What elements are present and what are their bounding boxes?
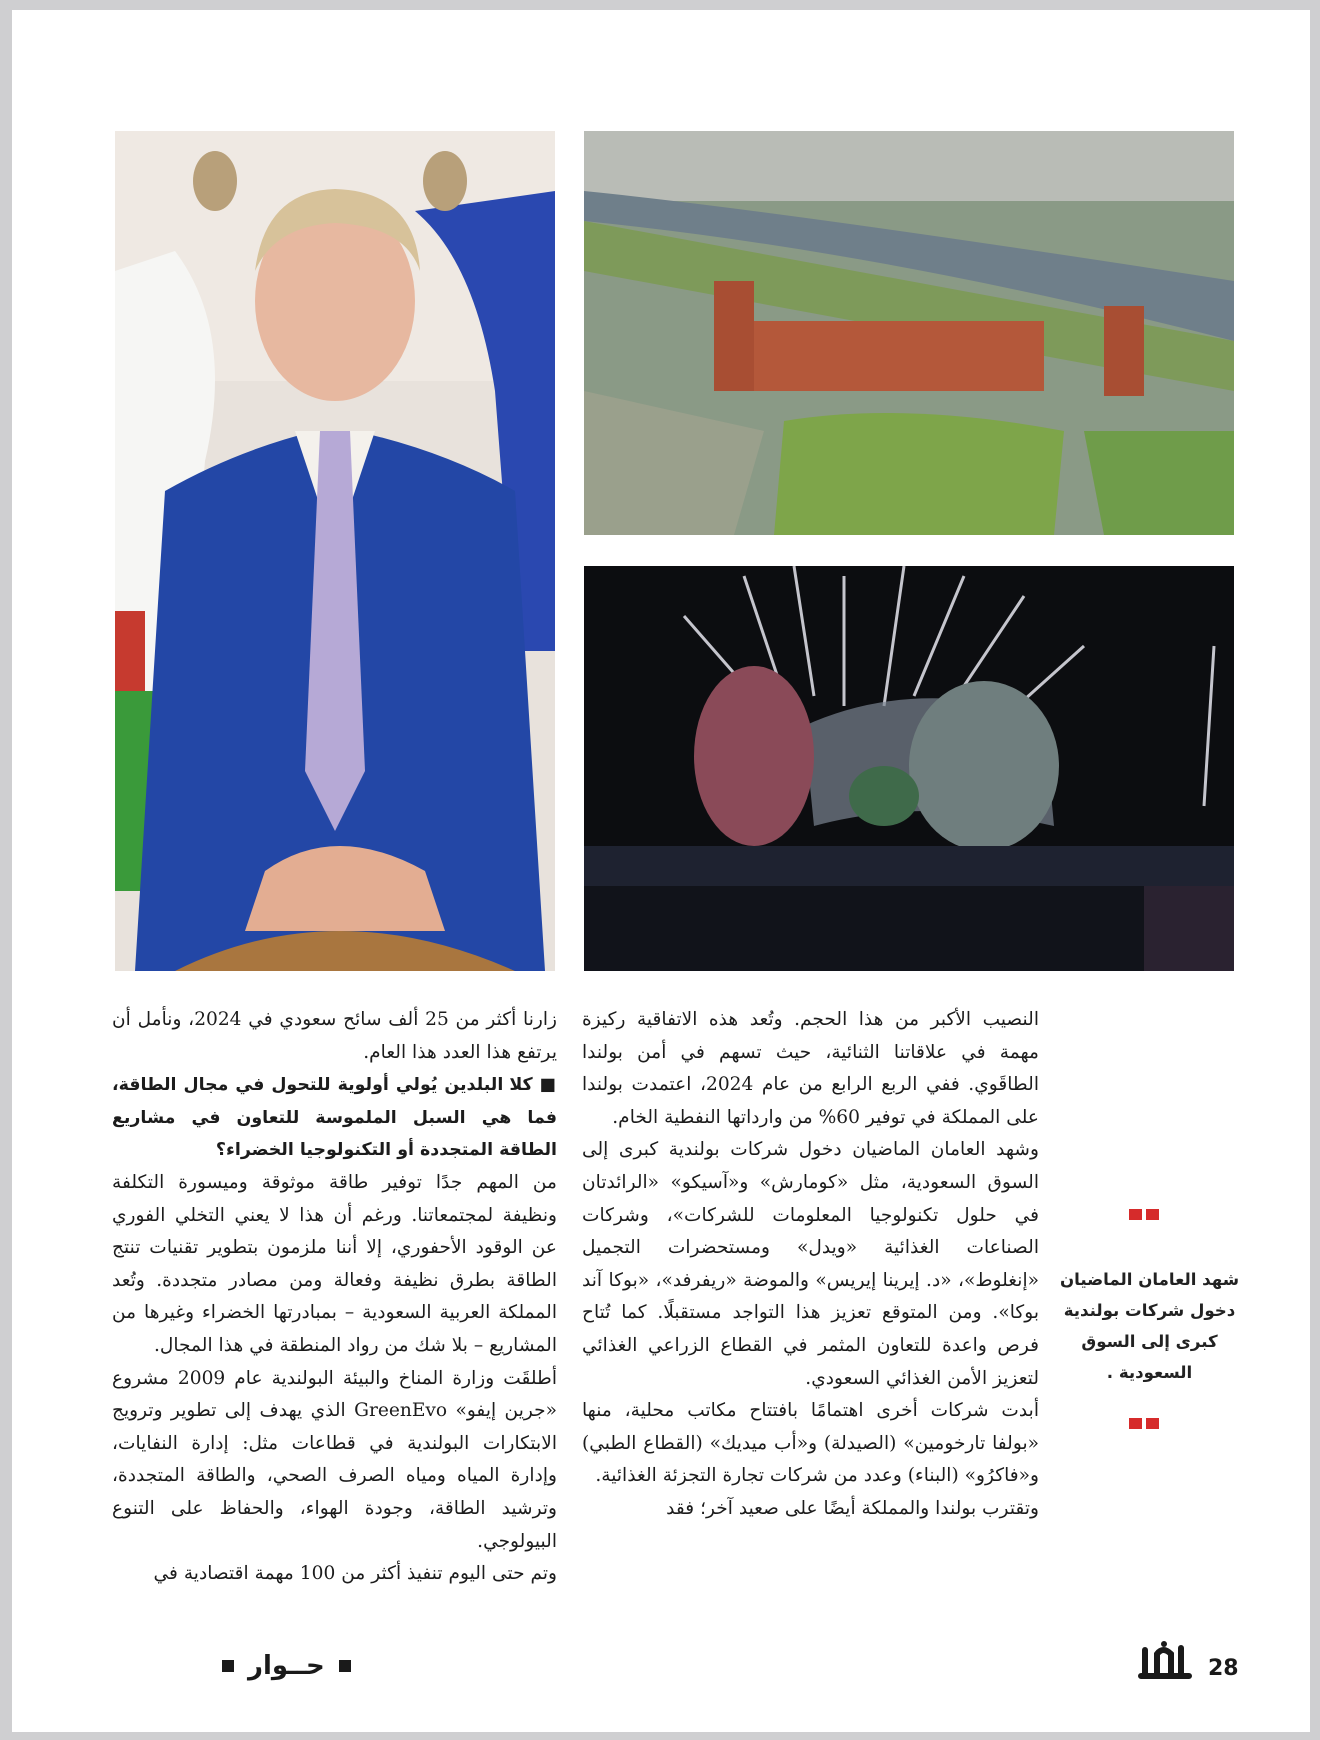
section-label: حــوار — [222, 1651, 351, 1681]
aerial-photo — [584, 131, 1234, 535]
magazine-logo — [1137, 1640, 1193, 1684]
middle-text-column — [582, 1004, 1039, 1526]
pull-quote-marker-top — [1129, 1205, 1163, 1217]
paragraph: وشهد العامان الماضيان دخول شركات بولندية كبرى إلى السوق السعودية، مثل «كومارش» و«آسيكو» «الرائدتان في حلول تكنولوجيا المعلومات للشركات»، وشركات الصناعات الغذائية «ويدل» ومستحضرات التجميل «إنغلوط»، «د. إيرينا إيريس» والموضة «ريفرفد»، «بوكا آند بوكا». ومن المتوقع تعزيز هذا التواجد مستقبلًا. كما تُتاح فرص واعدة للتعاون المثمر في القطاع الزراعي الغذائي لتعزيز الأمن الغذائي السعودي. — [582, 1139, 1039, 1389]
paragraph: وتقترب بولندا والمملكة أيضًا على صعيد آخر؛ فقد — [666, 1497, 1039, 1519]
left-text-column — [112, 1004, 557, 1591]
night-show-photo — [584, 566, 1234, 971]
paragraph: زارنا أكثر من 25 ألف سائح سعودي في 2024، ونأمل أن يرتفع هذا العدد هذا العام. — [112, 1009, 557, 1063]
bullet-square-icon: ■ — [532, 1075, 557, 1096]
paragraph: وتم حتى اليوم تنفيذ أكثر من 100 مهمة اقتصادية في — [153, 1563, 557, 1585]
portrait-photo — [115, 131, 555, 971]
interview-question: ■ كلا البلدين يُولي أولوية للتحول في مجال الطاقة، فما هي السبل الملموسة للتعاون في مشاريع الطاقة المتجددة أو التكنولوجيا الخضراء؟ — [112, 1075, 557, 1161]
square-bullet-icon — [222, 1660, 234, 1672]
square-bullet-icon — [339, 1660, 351, 1672]
magazine-page — [12, 10, 1310, 1732]
paragraph: من المهم جدًا توفير طاقة موثوقة وميسورة التكلفة ونظيفة لمجتمعاتنا. ورغم أن هذا لا يعني التخلي الفوري عن الوقود الأحفوري، إلا أننا ملزمون بتطوير تقنيات تنتج الطاقة بطرق نظيفة وفعالة ومن مصادر متجددة. وتُعد المملكة العربية السعودية – بمبادرتها الخضراء وغيرها من المشاريع – بلا شك من رواد المنطقة في هذا المجال. — [112, 1171, 557, 1356]
paragraph: أطلقَت وزارة المناخ والبيئة البولندية عام 2009 مشروع «جرين إيفو» GreenEvo الذي يهدف إلى تطوير وترويج الابتكارات البولندية في قطاعات مثل: إدارة النفايات، وإدارة المياه ومياه الصرف الصحي، والطاقة المتجددة، وترشيد الطاقة، وجودة الهواء، والحفاظ على التنوع البيولوجي. — [112, 1367, 558, 1552]
paragraph: أبدت شركات أخرى اهتمامًا بافتتاح مكاتب محلية، منها «بولفا تارخومين» (الصيدلة) و«أب ميديك» (القطاع الطبي) و«فاكرُو» (البناء) وعدد من شركات تجارة التجزئة الغذائية. — [582, 1400, 1039, 1487]
pull-quote: شهد العامان الماضيان دخول شركات بولندية كبرى إلى السوق السعودية . — [1059, 1270, 1240, 1382]
paragraph: النصيب الأكبر من هذا الحجم. وتُعد هذه الاتفاقية ركيزة مهمة في علاقاتنا الثنائية، حيث تسهم في أمن بولندا الطاقَوي. ففي الربع الرابع من عام 2024، اعتمدت بولندا على المملكة في توفير 60% من وارداتها النفطية الخام. — [582, 1009, 1039, 1128]
pull-quote-marker-bottom — [1129, 1414, 1163, 1426]
page-number: 28 — [1208, 1656, 1239, 1681]
